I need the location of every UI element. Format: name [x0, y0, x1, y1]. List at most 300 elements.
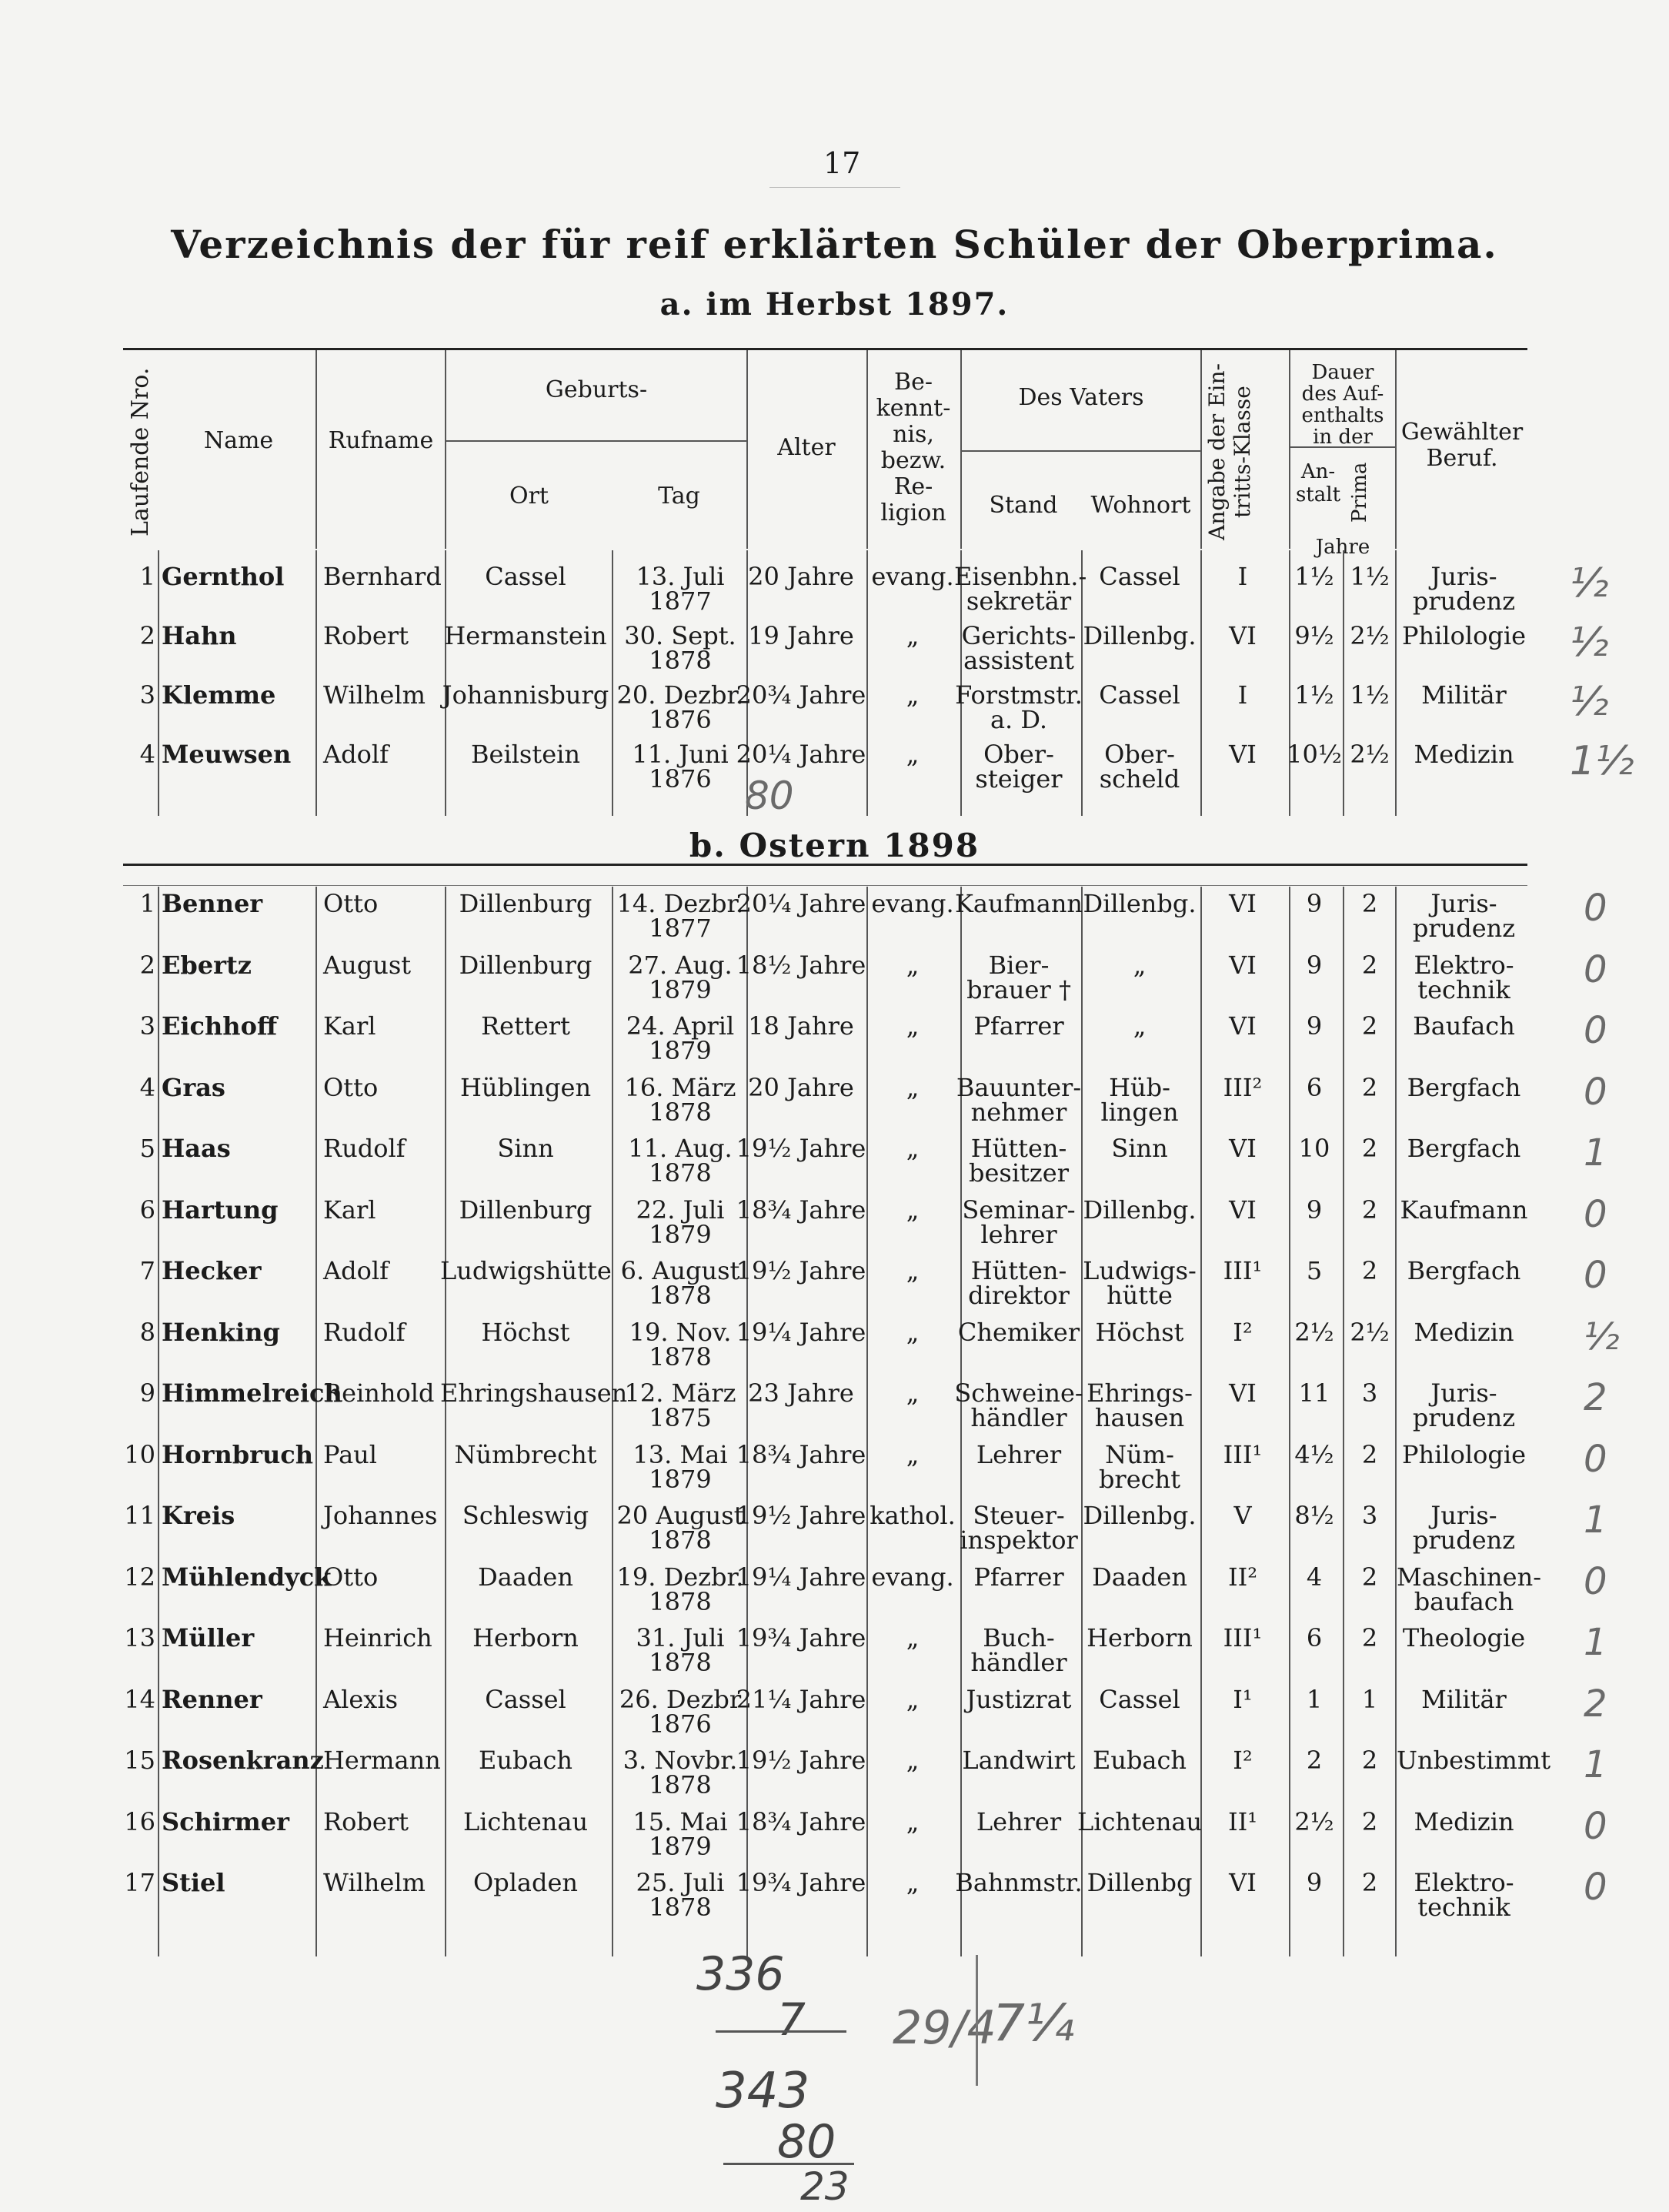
handwritten-mark: ½: [1570, 560, 1609, 606]
father-occupation: Justizrat: [966, 1684, 1072, 1714]
student-name: Schirmer: [162, 1806, 289, 1836]
years-in-prima: 2: [1361, 1806, 1378, 1836]
row-number: 3: [139, 1011, 155, 1041]
birth-date-day: 19. Dezbr.: [616, 1562, 744, 1592]
birth-date-day: 31. Juli: [636, 1623, 725, 1652]
student-rufname: Adolf: [323, 1256, 389, 1285]
student-name: Gras: [162, 1072, 225, 1102]
student-rufname: Otto: [323, 1562, 379, 1592]
handwritten-mark: ½: [1584, 1315, 1620, 1358]
row-number: 6: [139, 1195, 155, 1225]
father-occupation-cont: a. D.: [990, 705, 1048, 734]
years-in-prima: 3: [1361, 1501, 1378, 1530]
student-name: Gernthol: [162, 562, 285, 591]
birth-place: Sinn: [497, 1134, 554, 1163]
entry-class: I: [1237, 680, 1248, 710]
column-divider: [315, 550, 317, 816]
header-alter: Alter: [777, 434, 836, 461]
birth-place: Cassel: [485, 562, 566, 591]
religion: „: [906, 1378, 920, 1408]
father-occupation: Ober-: [983, 740, 1054, 769]
birth-date-year: 1878: [649, 1525, 712, 1555]
row-number: 3: [139, 680, 155, 710]
chosen-profession: Medizin: [1414, 740, 1514, 769]
religion: „: [906, 621, 920, 650]
handwritten-mark: 1: [1584, 1131, 1607, 1174]
header-laufende-nr: Laufende Nro.: [127, 367, 154, 536]
student-name: Hornbruch: [162, 1439, 313, 1469]
chosen-profession: Baufach: [1413, 1011, 1515, 1041]
handwritten-mark: 0: [1584, 1070, 1607, 1114]
header-geburts: Geburts-: [545, 376, 648, 403]
handwritten-fraction: 29/4: [893, 2001, 996, 2055]
chosen-profession: Unbestimmt: [1397, 1746, 1551, 1775]
years-at-school: 11: [1298, 1378, 1330, 1408]
handwritten-mark: ½: [1570, 620, 1609, 666]
handwritten-mark: 0: [1584, 1559, 1607, 1603]
handwritten-sum-80: 80: [777, 2115, 836, 2169]
student-rufname: Hermann: [323, 1746, 441, 1775]
entry-class: VI: [1229, 740, 1257, 769]
handwritten-mark: 1½: [1570, 738, 1634, 784]
birth-date-day: 13. Mai: [633, 1439, 728, 1469]
age: 18¾ Jahre: [736, 1439, 866, 1469]
years-in-prima: 2: [1361, 1868, 1378, 1897]
age: 18 Jahre: [748, 1011, 854, 1041]
handwritten-mark: 0: [1584, 1254, 1607, 1297]
entry-class: III¹: [1223, 1623, 1263, 1652]
father-occupation: Pfarrer: [973, 1011, 1064, 1041]
years-in-prima: 2: [1361, 1439, 1378, 1469]
chosen-profession: Elektro-: [1414, 1868, 1514, 1897]
years-at-school: 1½: [1294, 562, 1334, 591]
father-residence: Lichtenau: [1077, 1806, 1203, 1836]
row-number: 4: [139, 1072, 155, 1102]
father-occupation-cont: händler: [970, 1403, 1067, 1432]
years-at-school: 4: [1306, 1562, 1323, 1592]
birth-date-year: 1879: [649, 1831, 712, 1861]
row-number: 13: [124, 1623, 155, 1652]
chosen-profession: Philologie: [1401, 1439, 1527, 1469]
entry-class: VI: [1229, 1134, 1257, 1163]
years-in-prima: 2: [1361, 1562, 1378, 1592]
student-rufname: Karl: [323, 1011, 376, 1041]
age: 23 Jahre: [748, 1378, 854, 1408]
birth-place: Opladen: [472, 1868, 579, 1897]
father-occupation: Hütten-: [970, 1256, 1067, 1285]
years-at-school: 2½: [1294, 1806, 1334, 1836]
student-name: Henking: [162, 1317, 280, 1347]
student-rufname: Reinhold: [323, 1378, 435, 1408]
entry-class: III¹: [1223, 1256, 1263, 1285]
father-residence: „: [1133, 1011, 1147, 1041]
birth-date-day: 6. August: [620, 1256, 740, 1285]
birth-date-day: 19. Nov.: [629, 1317, 732, 1347]
age: 19¾ Jahre: [736, 1623, 866, 1652]
handwritten-mark: 1: [1584, 1743, 1607, 1786]
student-rufname: Wilhelm: [323, 680, 426, 710]
chosen-profession: Medizin: [1414, 1317, 1514, 1347]
father-residence: Dillenbg: [1087, 1868, 1193, 1897]
birth-place: Höchst: [481, 1317, 570, 1347]
student-rufname: Heinrich: [323, 1623, 432, 1652]
student-name: Stiel: [162, 1868, 225, 1897]
birth-place: Dillenburg: [459, 889, 592, 918]
birth-date-year: 1879: [649, 1036, 712, 1065]
father-residence: Höchst: [1095, 1317, 1184, 1347]
religion: „: [906, 680, 920, 710]
table-b-top-rule: [123, 864, 1527, 866]
birth-date-year: 1878: [649, 1158, 712, 1188]
father-occupation: Chemiker: [957, 1317, 1080, 1347]
chosen-profession: Elektro-: [1414, 950, 1514, 980]
birth-date-year: 1878: [649, 1893, 712, 1922]
religion: „: [906, 1134, 920, 1163]
entry-class: I²: [1233, 1746, 1253, 1775]
father-residence: Daaden: [1092, 1562, 1187, 1592]
handwritten-mark: 0: [1584, 1804, 1607, 1848]
father-occupation: Lehrer: [976, 1439, 1062, 1469]
father-residence: Herborn: [1087, 1623, 1193, 1652]
years-in-prima: 1½: [1350, 680, 1390, 710]
religion: „: [906, 1746, 920, 1775]
age: 20¼ Jahre: [736, 740, 866, 769]
header-bekenntnis: Be- kennt- nis, bezw. Re- ligion: [876, 369, 951, 526]
father-occupation: Bauunter-: [956, 1072, 1082, 1102]
birth-date-year: 1879: [649, 1464, 712, 1494]
entry-class: V: [1233, 1501, 1252, 1530]
column-divider: [1289, 887, 1290, 1956]
age: 19¼ Jahre: [736, 1562, 866, 1592]
entry-class: III²: [1223, 1072, 1263, 1102]
chosen-profession: Juris-: [1430, 889, 1497, 918]
handwritten-mark: 2: [1584, 1682, 1607, 1726]
birth-date-day: 30. Sept.: [624, 621, 736, 650]
religion: evang.: [871, 562, 954, 591]
father-occupation: Bahnmstr.: [955, 1868, 1083, 1897]
student-rufname: Rudolf: [323, 1134, 406, 1163]
birth-date-day: 16. März: [624, 1072, 736, 1102]
religion: „: [906, 1868, 920, 1897]
years-at-school: 2: [1306, 1746, 1323, 1775]
entry-class: II¹: [1227, 1806, 1258, 1836]
chosen-profession-cont: prudenz: [1412, 1403, 1516, 1432]
student-name: Kreis: [162, 1501, 235, 1530]
father-occupation: Buch-: [983, 1623, 1055, 1652]
row-number: 4: [139, 740, 155, 769]
birth-place: Rettert: [481, 1011, 570, 1041]
birth-date-day: 13. Juli: [636, 562, 725, 591]
father-residence: „: [1133, 950, 1147, 980]
table-b-rule-2: [123, 885, 1527, 886]
father-occupation: Eisenbhn.-: [954, 562, 1087, 591]
years-at-school: 5: [1306, 1256, 1323, 1285]
years-at-school: 4½: [1294, 1439, 1334, 1469]
page-number: 17: [823, 146, 861, 180]
student-rufname: Robert: [323, 1806, 409, 1836]
religion: kathol.: [870, 1501, 956, 1530]
student-name: Eichhoff: [162, 1011, 278, 1041]
handwritten-mark: 0: [1584, 1192, 1607, 1236]
student-rufname: August: [323, 950, 412, 980]
father-occupation: Kaufmann: [954, 889, 1083, 918]
religion: „: [906, 950, 920, 980]
birth-place: Beilstein: [471, 740, 580, 769]
entry-class: I: [1237, 562, 1248, 591]
years-in-prima: 2½: [1350, 740, 1390, 769]
column-divider: [158, 550, 159, 816]
father-occupation-cont: inspektor: [960, 1525, 1078, 1555]
column-divider: [158, 887, 159, 1956]
years-at-school: 9: [1306, 889, 1323, 918]
column-divider: [445, 887, 446, 1956]
years-at-school: 10: [1298, 1134, 1330, 1163]
birth-date-year: 1878: [649, 646, 712, 675]
age: 19 Jahre: [748, 621, 854, 650]
birth-date-year: 1878: [649, 1648, 712, 1677]
father-occupation-cont: lehrer: [980, 1219, 1057, 1249]
age: 19½ Jahre: [736, 1134, 866, 1163]
student-name: Meuwsen: [162, 740, 292, 769]
age: 18¾ Jahre: [736, 1806, 866, 1836]
years-at-school: 9: [1306, 1011, 1323, 1041]
header-divider: [1200, 350, 1202, 549]
father-residence: Hüb-: [1109, 1072, 1170, 1102]
handwritten-mark: 2: [1584, 1376, 1607, 1419]
years-at-school: 9: [1306, 1868, 1323, 1897]
student-rufname: Paul: [323, 1439, 378, 1469]
chosen-profession-cont: prudenz: [1412, 914, 1516, 943]
chosen-profession: Bergfach: [1407, 1256, 1521, 1285]
section-title-herbst: a. im Herbst 1897.: [659, 286, 1010, 322]
row-number: 9: [139, 1378, 155, 1408]
row-number: 8: [139, 1317, 155, 1347]
father-occupation-cont: brauer †: [966, 974, 1071, 1004]
handwritten-sum-7: 7: [777, 1993, 806, 2046]
student-name: Müller: [162, 1623, 255, 1652]
chosen-profession-cont: prudenz: [1412, 586, 1516, 616]
age: 18½ Jahre: [736, 950, 866, 980]
page-title: Verzeichnis der für reif erklärten Schüler der Oberprima.: [171, 222, 1498, 267]
header-jahre: Jahre: [1315, 536, 1370, 559]
years-at-school: 6: [1306, 1072, 1323, 1102]
father-residence: Eubach: [1092, 1746, 1187, 1775]
handwritten-mark: 1: [1584, 1499, 1607, 1542]
father-residence: Ehrings-: [1087, 1378, 1193, 1408]
handwritten-sum-336: 336: [696, 1947, 785, 2001]
student-rufname: Alexis: [323, 1684, 398, 1714]
birth-date-day: 24. April: [626, 1011, 735, 1041]
birth-place: Johannisburg: [442, 680, 609, 710]
header-subrule: [960, 450, 1200, 452]
header-anstalt: An- stalt: [1295, 460, 1341, 506]
years-in-prima: 2: [1361, 1256, 1378, 1285]
handwritten-mark: 0: [1584, 887, 1607, 930]
religion: „: [906, 1011, 920, 1041]
age: 20¼ Jahre: [736, 889, 866, 918]
religion: „: [906, 1072, 920, 1102]
row-number: 14: [124, 1684, 155, 1714]
father-residence-cont: brecht: [1098, 1464, 1181, 1494]
age: 18¾ Jahre: [736, 1195, 866, 1225]
student-rufname: Otto: [323, 889, 379, 918]
religion: evang.: [871, 889, 954, 918]
header-divider: [960, 350, 962, 549]
student-name: Haas: [162, 1134, 231, 1163]
birth-date-day: 20. Dezbr.: [616, 680, 744, 710]
entry-class: VI: [1229, 1378, 1257, 1408]
birth-date-day: 20 August: [616, 1501, 744, 1530]
father-occupation: Gerichts-: [961, 621, 1077, 650]
years-in-prima: 2: [1361, 1623, 1378, 1652]
header-ort: Ort: [509, 483, 549, 510]
chosen-profession-cont: baufach: [1414, 1586, 1514, 1616]
birth-place: Dillenburg: [459, 950, 592, 980]
student-rufname: Adolf: [323, 740, 389, 769]
chosen-profession: Militär: [1421, 680, 1507, 710]
father-residence: Ober-: [1104, 740, 1175, 769]
father-residence: Sinn: [1111, 1134, 1168, 1163]
birth-place: Nümbrecht: [454, 1439, 597, 1469]
chosen-profession: Medizin: [1414, 1806, 1514, 1836]
row-number: 2: [139, 621, 155, 650]
chosen-profession: Kaufmann: [1400, 1195, 1528, 1225]
birth-place: Dillenburg: [459, 1195, 592, 1225]
entry-class: I¹: [1233, 1684, 1253, 1714]
row-number: 1: [139, 562, 155, 591]
father-residence: Cassel: [1099, 1684, 1180, 1714]
years-in-prima: 2: [1361, 950, 1378, 980]
row-number: 1: [139, 889, 155, 918]
entry-class: VI: [1229, 889, 1257, 918]
birth-date-year: 1878: [649, 1770, 712, 1799]
header-prima: Prima: [1348, 462, 1371, 523]
birth-date-day: 11. Juni: [632, 740, 729, 769]
years-at-school: 2½: [1294, 1317, 1334, 1347]
father-occupation-cont: sekretär: [966, 586, 1072, 616]
student-name: Hartung: [162, 1195, 279, 1225]
age: 21¼ Jahre: [736, 1684, 866, 1714]
birth-date-year: 1879: [649, 974, 712, 1004]
birth-date-day: 25. Juli: [636, 1868, 725, 1897]
age: 20 Jahre: [748, 562, 854, 591]
birth-date-day: 22. Juli: [636, 1195, 725, 1225]
header-rufname: Rufname: [328, 427, 434, 454]
chosen-profession: Theologie: [1402, 1623, 1526, 1652]
chosen-profession: Bergfach: [1407, 1134, 1521, 1163]
father-occupation: Bier-: [988, 950, 1050, 980]
handwritten-mark: 0: [1584, 1437, 1607, 1481]
student-rufname: Bernhard: [323, 562, 442, 591]
handwritten-sum-line: [716, 2030, 846, 2033]
father-residence: Cassel: [1099, 562, 1180, 591]
birth-date-day: 15. Mai: [633, 1806, 728, 1836]
student-name: Hahn: [162, 621, 237, 650]
father-residence-cont: hausen: [1094, 1403, 1185, 1432]
student-rufname: Otto: [323, 1072, 379, 1102]
birth-date-year: 1878: [649, 1586, 712, 1616]
religion: „: [906, 1256, 920, 1285]
entry-class: VI: [1229, 621, 1257, 650]
row-number: 15: [124, 1746, 155, 1775]
entry-class: VI: [1229, 1011, 1257, 1041]
handwritten-sum-343: 343: [716, 2063, 810, 2120]
birth-date-year: 1877: [649, 586, 712, 616]
student-rufname: Karl: [323, 1195, 376, 1225]
header-beruf: Gewählter Beruf.: [1400, 419, 1524, 472]
page-number-rule: [769, 187, 900, 188]
handwritten-mark: 0: [1584, 1866, 1607, 1909]
years-at-school: 10½: [1287, 740, 1342, 769]
row-number: 2: [139, 950, 155, 980]
birth-place: Cassel: [485, 1684, 566, 1714]
father-residence: Dillenbg.: [1083, 889, 1197, 918]
father-occupation: Seminar-: [962, 1195, 1076, 1225]
years-in-prima: 3: [1361, 1378, 1378, 1408]
years-at-school: 6: [1306, 1623, 1323, 1652]
student-name: Renner: [162, 1684, 262, 1714]
handwritten-mark: 0: [1584, 1009, 1607, 1052]
birth-place: Hüblingen: [459, 1072, 592, 1102]
row-number: 12: [124, 1562, 155, 1592]
age: 20 Jahre: [748, 1072, 854, 1102]
years-at-school: 9: [1306, 1195, 1323, 1225]
chosen-profession-cont: technik: [1417, 1893, 1510, 1922]
birth-place: Hermanstein: [444, 621, 607, 650]
birth-place: Ehringshausen: [440, 1378, 628, 1408]
birth-date-day: 12. März: [624, 1378, 736, 1408]
birth-date-day: 27. Aug.: [628, 950, 733, 980]
years-in-prima: 2: [1361, 1195, 1378, 1225]
row-number: 7: [139, 1256, 155, 1285]
birth-date-day: 11. Aug.: [628, 1134, 733, 1163]
years-in-prima: 1½: [1350, 562, 1390, 591]
handwritten-mark: 0: [1584, 947, 1607, 991]
handwritten-mixed-number: 7¼: [993, 1993, 1074, 2053]
father-occupation: Pfarrer: [973, 1562, 1064, 1592]
father-occupation: Steuer-: [973, 1501, 1065, 1530]
age: 19¾ Jahre: [736, 1868, 866, 1897]
religion: „: [906, 740, 920, 769]
father-occupation: Hütten-: [970, 1134, 1067, 1163]
birth-date-year: 1878: [649, 1281, 712, 1310]
student-name: Mühlendyck: [162, 1562, 332, 1592]
birth-place: Daaden: [478, 1562, 573, 1592]
header-subrule: [445, 440, 746, 442]
father-occupation-cont: assistent: [963, 646, 1074, 675]
years-in-prima: 2: [1361, 1746, 1378, 1775]
column-divider: [1343, 887, 1344, 1956]
header-wohnort: Wohnort: [1090, 492, 1191, 519]
years-at-school: 1: [1306, 1684, 1323, 1714]
row-number: 10: [124, 1439, 155, 1469]
handwritten-divider: [976, 1955, 978, 2086]
father-occupation: Landwirt: [962, 1746, 1076, 1775]
birth-place: Eubach: [478, 1746, 573, 1775]
birth-date-day: 26. Dezbr: [619, 1684, 742, 1714]
age: 19½ Jahre: [736, 1746, 866, 1775]
religion: „: [906, 1806, 920, 1836]
birth-place: Ludwigshütte: [440, 1256, 612, 1285]
student-name: Klemme: [162, 680, 276, 710]
age: 19½ Jahre: [736, 1256, 866, 1285]
header-eintritts-klasse: Angabe der Ein- tritts-Klasse: [1204, 363, 1255, 540]
years-in-prima: 2: [1361, 1011, 1378, 1041]
column-divider: [866, 887, 868, 1956]
column-divider: [315, 887, 317, 1956]
father-residence: Dillenbg.: [1083, 1195, 1197, 1225]
handwritten-mark: 1: [1584, 1621, 1607, 1664]
